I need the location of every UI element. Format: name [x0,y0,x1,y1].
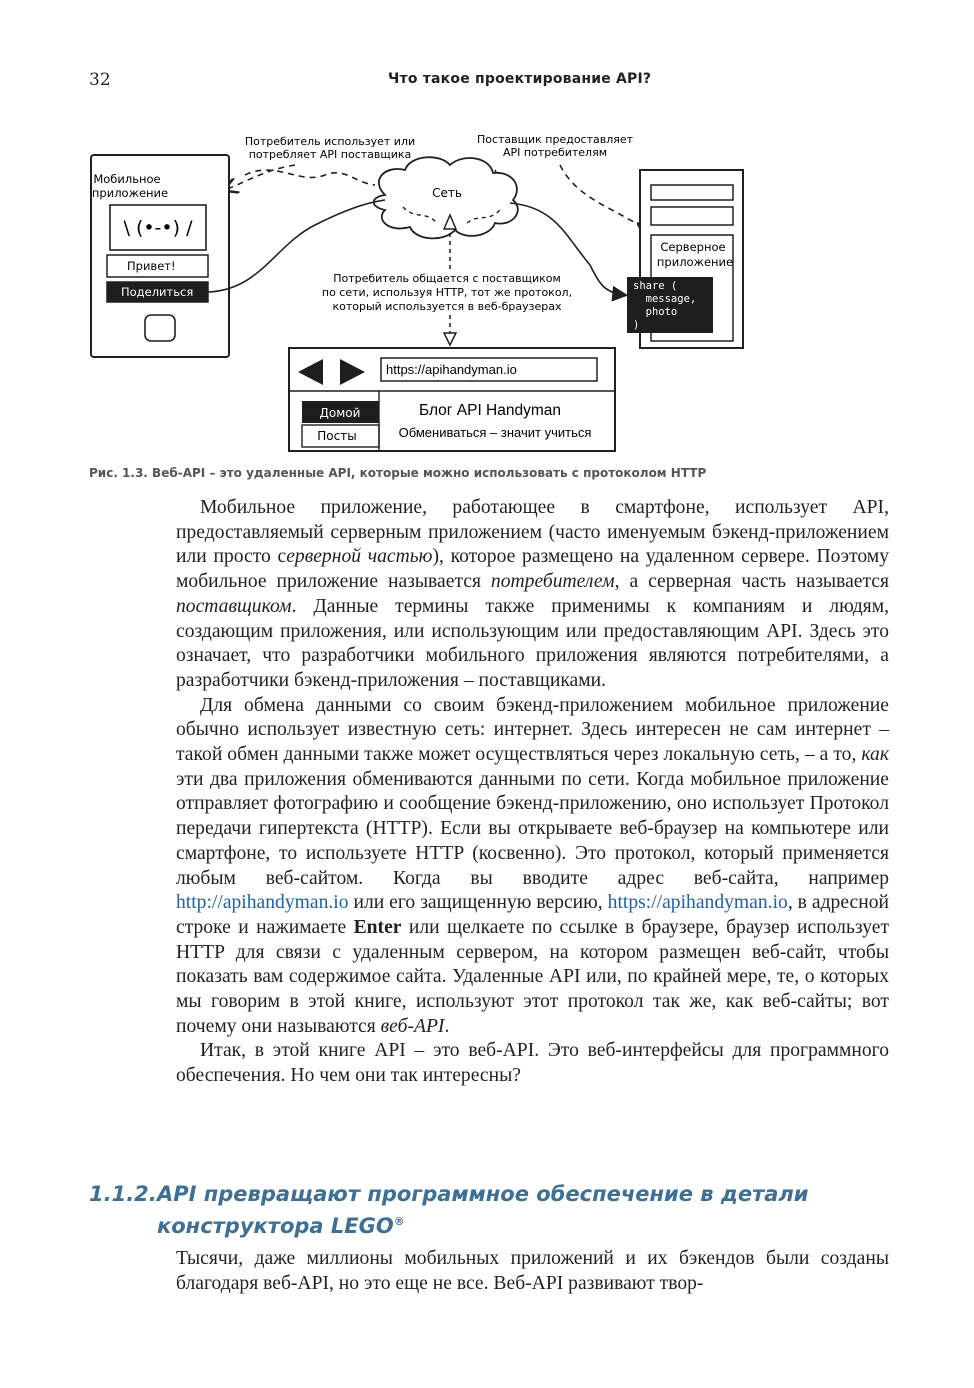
blog-title: Блог API Handyman [418,402,562,419]
mobile-app-title-line1: Мобильное [93,172,161,186]
provider-note-line1: Поставщик предоставляет [476,133,634,146]
http-note-line2: по сети, используя HTTP, тот же протокол, [321,286,573,299]
section-heading [89,1181,809,1240]
running-title: Что такое проектирование API? [388,71,652,87]
section-body-text [176,1247,889,1296]
http-note-line1: Потребитель общается с поставщиком [333,272,561,285]
http-note-line3: который используется в веб-браузерах [332,300,562,313]
paragraph-3: Итак, в этой книге API – это веб-API. Это веб-интерфейсы для программного обеспечения. Но чем они так интересны? [176,1040,889,1087]
server-slot-2 [651,207,733,225]
server-app-title-line1: Серверное [660,240,726,254]
consumer-note-line1: Потребитель использует или [244,135,416,148]
link-http[interactable]: http://apihandyman.io [176,892,349,914]
section-title-line1: API превращают программное обеспечение в детали [157,1182,809,1206]
body-text [176,496,889,1089]
trademark-symbol: ® [393,1215,405,1228]
figure-caption: Рис. 1.3. Веб-API – это удаленные API, которые можно использовать с протоколом HTTP [89,466,707,480]
server-app-title-line2: приложение [656,255,734,269]
link-https[interactable]: https://apihandyman.io [607,892,788,914]
consumer-dashed-link [245,170,375,185]
figure-web-api-diagram [85,125,825,460]
code-line-1: share ( [633,280,678,292]
section-paragraph-1: Тысячи, даже миллионы мобильных приложений и их бэкендов были созданы благодаря веб-API, но это еще не все. Веб-API развивают твор- [176,1248,889,1294]
network-label: Сеть [432,186,462,200]
address-bar-url: https://apihandyman.io [386,362,517,377]
paragraph-1: Мобильное приложение, работающее в смартфоне, использует API, предоставляемый серверным приложением (часто именуемым бэкенд-приложением или просто серверной частью), которое размещено на удаленном сервере. Поэтому мобильное приложение называется потребителем, а серверная часть называется поставщиком. Данные термины также применимы к компаниям и людям, создающим приложения, или использующим или предоставляющим API. Здесь это означает, что разработчики мобильного приложения являются потребителями, а разработчики бэкенд-приложения – поставщиками. [176,497,890,691]
posts-tab-label: Посты [317,429,357,443]
consumer-dashed-arrow [225,165,295,190]
code-line-4: ) [633,319,640,331]
mobile-app-title-line2: приложение [91,186,169,200]
section-number: 1.1.2. [89,1182,157,1206]
face-emoticon: \ (•-•) / [123,217,193,239]
http-arrow-down [444,333,456,345]
blog-tagline: Обмениваться – значит учиться [398,425,592,440]
code-line-2: message, [633,293,697,305]
paragraph-2: Для обмена данными со своим бэкенд-приложением мобильное приложение обычно использует известную сеть: интернет. Здесь интересен не сам интернет – такой обмен данными также может осуществляться через локальную сеть, – а то, как эти два приложения обмениваются данными по сети. Когда мобильное приложение отправляет фотографию и сообщение бэкенд-приложению, оно использует Протокол передачи гипертекста (HTTP). Если вы открываете веб-браузер на компьютере или смартфоне, то используете HTTP (косвенно). Это протокол, который применяется любым веб-сайтом. Когда вы вводите адрес веб-сайта, например http://apihandyman.io или его защищенную версию, https://apihandyman.io, в адресной строке и нажимаете Enter или щелкаете по ссылке в браузере, браузер использует HTTP для связи с удаленным сервером, на котором размещен веб-сайт, чтобы показать вам содержимое сайта. Удаленные API или, по крайней мере, те, о которых мы говорим в этой книге, используют этот протокол так же, как веб-сайты; вот почему они называются веб-API. [176,694,890,1037]
code-line-3: photo [633,306,678,318]
server-slot-1 [651,185,733,200]
hello-button-label: Привет! [127,259,176,273]
section-title-line2: конструктора LEGO [157,1214,394,1238]
home-tab-label: Домой [319,406,361,420]
phone-home-button [145,315,175,341]
page-number: 32 [89,70,111,90]
share-button-label: Поделиться [121,285,194,299]
provider-note-line2: API потребителям [502,146,608,159]
provider-dashed-arrow [560,165,645,235]
consumer-note-line2: потребляет API поставщика [248,148,412,161]
